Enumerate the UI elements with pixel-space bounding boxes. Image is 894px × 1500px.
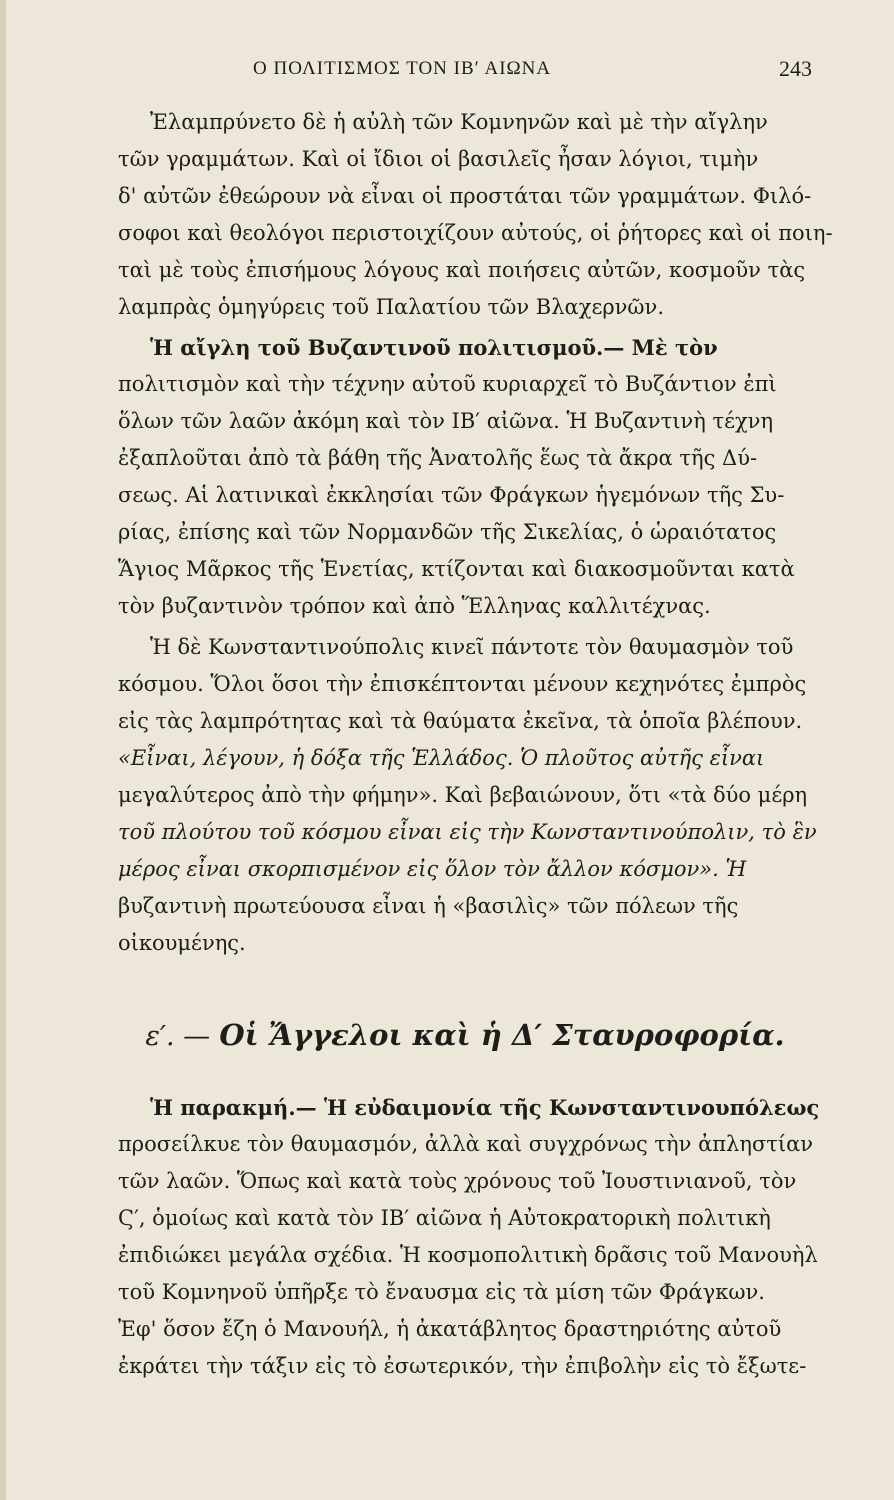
paragraph-line-21: μέρος εἶναι σκορπισμένον εἰς ὅλον τὸν ἄλλον κόσμον». Ἡ: [118, 857, 747, 881]
section-title: Οἱ Ἄγγελοι καὶ ἡ Δ′ Σταυροφορία.: [219, 1018, 785, 1052]
paragraph-line-16: κόσμου. Ὅλοι ὅσοι τὴν ἐπισκέπτονται μένουν κεχηνότες ἐμπρὸς: [118, 672, 807, 696]
paragraph-line-23: οἰκουμένης.: [118, 931, 246, 955]
section-subheading-line: [150, 1097, 860, 1119]
running-header-title: Ο ΠΟΛΙΤΙΣΜΟΣ ΤΟΝ ΙΒ′ ΑΙΩΝΑ: [253, 58, 552, 79]
paragraph-line-8: πολιτισμὸν καὶ τὴν τέχνην αὐτοῦ κυριαρχεῖ τὸ Βυζάντιον ἐπὶ: [118, 372, 777, 396]
paragraph-line-17: εἰς τὰς λαμπρότητας καὶ τὰ θαύματα ἐκεῖνα, τὰ ὁποῖα βλέπουν.: [118, 709, 803, 733]
paragraph-line-14: τὸν βυζαντινὸν τρόπον καὶ ἀπὸ Ἕλληνας καλλιτέχνας.: [118, 594, 711, 618]
paragraph-line-12: ρίας, ἐπίσης καὶ τῶν Νορμανδῶν τῆς Σικελίας, ὁ ὡραιότατος: [118, 520, 777, 544]
page-number: 243: [779, 56, 812, 81]
paragraph-line-19: μεγαλύτερος ἀπὸ τὴν φήμην». Καὶ βεβαιώνουν, ὅτι «τὰ δύο μέρη: [118, 783, 808, 807]
section-line-4: Ϛ′, ὁμοίως καὶ κατὰ τὸν ΙΒ′ αἰῶνα ἡ Αὐτοκρατορικὴ πολιτικὴ: [118, 1206, 771, 1230]
paragraph-line-5: ταὶ μὲ τοὺς ἐπισήμους λόγους καὶ ποιήσεις αὐτῶν, κοσμοῦν τὰς: [118, 258, 806, 282]
paragraph-line-20: τοῦ πλούτου τοῦ κόσμου εἶναι εἰς τὴν Κωνσταντινούπολιν, τὸ ἓν: [118, 820, 817, 844]
paragraph-line-9: ὅλων τῶν λαῶν ἀκόμη καὶ τὸν ΙΒ′ αἰῶνα. Ἡ Βυζαντινὴ τέχνη: [118, 409, 774, 433]
paragraph-line-2: τῶν γραμμάτων. Καὶ οἱ ἴδιοι οἱ βασιλεῖς ἦσαν λόγιοι, τιμὴν: [118, 147, 759, 171]
subheading-text: Ἡ αἴγλη τοῦ Βυζαντινοῦ πολιτισμοῦ.— Μὲ τὸν: [150, 335, 718, 360]
subheading-paragraph-line-1: [150, 337, 860, 359]
paragraph-line-15: Ἡ δὲ Κωνσταντινούπολις κινεῖ πάντοτε τὸν θαυμασμὸν τοῦ: [150, 635, 794, 659]
paragraph-line-22: βυζαντινὴ πρωτεύουσα εἶναι ἡ «βασιλὶς» τῶν πόλεων τῆς: [118, 894, 739, 918]
section-line-5: ἐπιδιώκει μεγάλα σχέδια. Ἡ κοσμοπολιτικὴ δρᾶσις τοῦ Μανουὴλ: [118, 1243, 818, 1267]
paragraph-line-18: «Εἶναι, λέγουν, ἡ δόξα τῆς Ἑλλάδος. Ὁ πλοῦτος αὐτῆς εἶναι: [118, 746, 765, 770]
section-line-8: ἐκράτει τὴν τάξιν εἰς τὸ ἐσωτερικόν, τὴν ἐπιβολὴν εἰς τὸ ἔξωτε-: [118, 1354, 807, 1378]
page-spine-shadow: [0, 0, 6, 1500]
paragraph-line-13: Ἅγιος Μᾶρκος τῆς Ἑνετίας, κτίζονται καὶ διακοσμοῦνται κατὰ: [118, 557, 795, 581]
section-heading: [145, 1018, 785, 1052]
paragraph-line-10: ἐξαπλοῦται ἀπὸ τὰ βάθη τῆς Ἀνατολῆς ἕως τὰ ἄκρα τῆς Δύ-: [118, 446, 758, 470]
paragraph-line-1: Ἐλαμπρύνετο δὲ ἡ αὐλὴ τῶν Κομνηνῶν καὶ μὲ τὴν αἴγλην: [150, 110, 768, 134]
section-subheading-text: Ἡ παρακμή.— Ἡ εὐδαιμονία τῆς Κωνσταντινουπόλεως: [150, 1095, 820, 1120]
section-line-2: προσείλκυε τὸν θαυμασμόν, ἀλλὰ καὶ συγχρόνως τὴν ἀπληστίαν: [118, 1132, 814, 1156]
section-number: ε′. —: [145, 1021, 211, 1052]
paragraph-line-11: σεως. Αἱ λατινικαὶ ἐκκλησίαι τῶν Φράγκων ἡγεμόνων τῆς Συ-: [118, 483, 785, 507]
section-line-3: τῶν λαῶν. Ὅπως καὶ κατὰ τοὺς χρόνους τοῦ Ἰουστινιανοῦ, τὸν: [118, 1169, 797, 1193]
paragraph-line-3: δ' αὐτῶν ἐθεώρουν νὰ εἶναι οἱ προστάται τῶν γραμμάτων. Φιλό-: [118, 184, 812, 208]
section-line-7: Ἐφ' ὅσον ἔζη ὁ Μανουήλ, ἡ ἀκατάβλητος δραστηριότης αὐτοῦ: [118, 1317, 782, 1341]
paragraph-line-6: λαμπρὰς ὁμηγύρεις τοῦ Παλατίου τῶν Βλαχερνῶν.: [118, 295, 664, 319]
paragraph-line-4: σοφοι καὶ θεολόγοι περιστοιχίζουν αὐτούς, οἱ ῥήτορες καὶ οἱ ποιη-: [118, 221, 833, 245]
section-line-6: τοῦ Κομνηνοῦ ὑπῆρξε τὸ ἔναυσμα εἰς τὰ μίση τῶν Φράγκων.: [118, 1280, 765, 1304]
